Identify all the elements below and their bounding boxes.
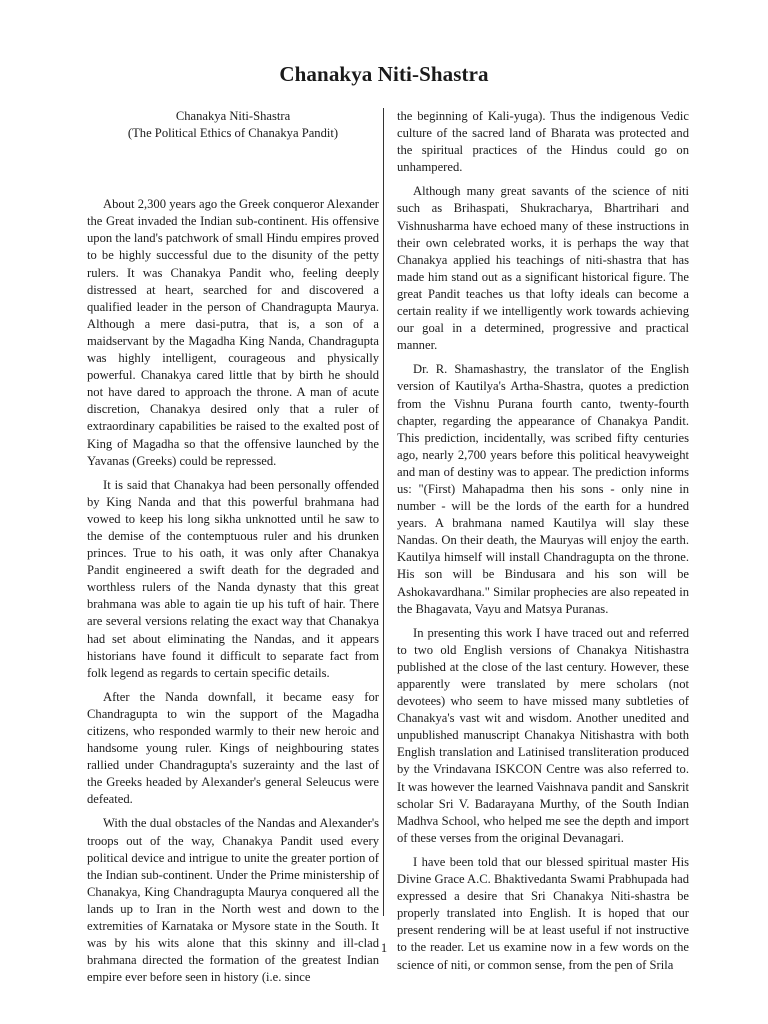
- left-column: [87, 108, 379, 993]
- paragraph: Although many great savants of the science of niti such as Brihaspati, Shukracharya, Bhartrihari and Vishnusharma have echoed many of these instructions in their own celebrated works, it is perhaps the way that Chanakya applied his teachings of niti-shastra that has made him stand out as a significant historical figure. The great Pandit teaches us that lofty ideals can become a certain reality if we intelligently work towards achieving our goal in a determined, progressive and practical manner.: [397, 184, 689, 353]
- page-title: Chanakya Niti-Shastra: [279, 62, 489, 86]
- sub-heading-title: Chanakya Niti-Shastra: [175, 109, 291, 123]
- paragraph: After the Nanda downfall, it became easy for Chandragupta to win the support of the Magadha citizens, who responded warmly to their new heroic and handsome young ruler. Kings of neighbouring states rallied under Chandragupta's suzerainty and the last of the Greeks headed by Alexander's general Seleucus were defeated.: [87, 689, 379, 807]
- sub-heading: [87, 108, 379, 142]
- right-column: [397, 108, 689, 981]
- paragraph: I have been told that our blessed spiritual master His Divine Grace A.C. Bhaktivedanta Swami Prabhupada had expressed a desire that Sri Chanakya Niti-shastra be properly translated into English. It is hoped that our present rendering will be at least useful if not instructive to the reader. Let us examine now in a few words on the science of niti, or common sense, from the pen of Srila: [397, 854, 689, 972]
- paragraph: Dr. R. Shamashastry, the translator of the English version of Kautilya's Artha-Shastra, quotes a prediction from the Vishnu Purana fourth canto, twenty-fourth chapter, regarding the appearance of Chanakya Pandit. This prediction, incidentally, was scribed fifty centuries ago, nearly 2,700 years before this political heavyweight and man of destiny was to appear. The prediction informs us: "(First) Mahapadma then his sons - only nine in number - will be the lords of the earth for a hundred years. A brahmana named Kautilya will slay these Nandas. On their death, the Mauryas will enjoy the earth. Kautilya himself will install Chandragupta on the throne. His son will be Bindusara and his son will be Ashokavardhana." Similar prophecies are also repeated in the Bhagavata, Vayu and Matsya Puranas.: [397, 362, 689, 616]
- sub-heading-subtitle: (The Political Ethics of Chanakya Pandit): [127, 126, 339, 141]
- page-number: 1: [380, 941, 388, 955]
- paragraph: In presenting this work I have traced out and referred to two old English versions of Chanakya Nitishastra published at the close of the last century. However, these apparently were translated by mere scholars (not devotees) who seem to have missed many subtleties of Chanakya's vast wit and wisdom. Another unedited and unpublished manuscript Chanakya Nitishastra with both English translation and Latinised transliteration produced by the Vrindavana ISKCON Centre was also referred to. It was however the learned Vaishnava pandit and Sanskrit scholar Sri V. Badarayana Murthy, of the South Indian Madhva School, who helped me see the depth and import of these verses from the original Devanagari.: [397, 625, 689, 845]
- column-divider: [383, 108, 384, 916]
- paragraph: It is said that Chanakya had been personally offended by King Nanda and that this powerful brahmana had vowed to keep his long sikha unknotted until he saw to the demise of the contemptuous ruler and his drunken princes. True to his oath, it was only after Chanakya Pandit engineered a swift death for the degraded and worthless rulers of the Nanda dynasty that this great brahmana was able to again tie up his tuft of hair. There are several versions relating the exact way that Chanakya had set about eliminating the Nandas, and it appears historians have found it difficult to separate fact from folk legend as regards to certain specific details.: [87, 477, 379, 680]
- paragraph: About 2,300 years ago the Greek conqueror Alexander the Great invaded the Indian sub-continent. His offensive upon the land's patchwork of small Hindu empires proved to be highly successful due to the disunity of the petty rulers. It was Chanakya Pandit who, feeling deeply distressed at heart, searched for and discovered a qualified leader in the person of Chandragupta Maurya. Although a mere dasi-putra, that is, a son of a maidservant by the Magadha King Nanda, Chandragupta was highly intelligent, courageous and physically powerful. Chanakya cared little that by birth he should not have dared to approach the throne. A man of acute discretion, Chanakya desired only that a ruler of extraordinary capabilities be raised to the exalted post of King of Magadha so that the offensive launched by the Yavanas (Greeks) could be repressed.: [87, 197, 379, 468]
- paragraph: With the dual obstacles of the Nandas and Alexander's troops out of the way, Chanakya Pandit used every political device and intrigue to unite the greater portion of the Indian sub-continent. Under the Prime ministership of Chanakya, King Chandragupta Maurya conquered all the lands up to Iran in the North west and down to the extremities of Karnataka or Mysore state in the South. It was by his wits alone that this skinny and ill-clad brahmana directed the formation of the greatest Indian empire ever before seen in history (i.e. since: [87, 816, 380, 985]
- paragraph-continuation: the beginning of Kali-yuga). Thus the indigenous Vedic culture of the sacred land of Bharata was protected and the spiritual practices of the Hindus could go on unhampered.: [397, 109, 689, 175]
